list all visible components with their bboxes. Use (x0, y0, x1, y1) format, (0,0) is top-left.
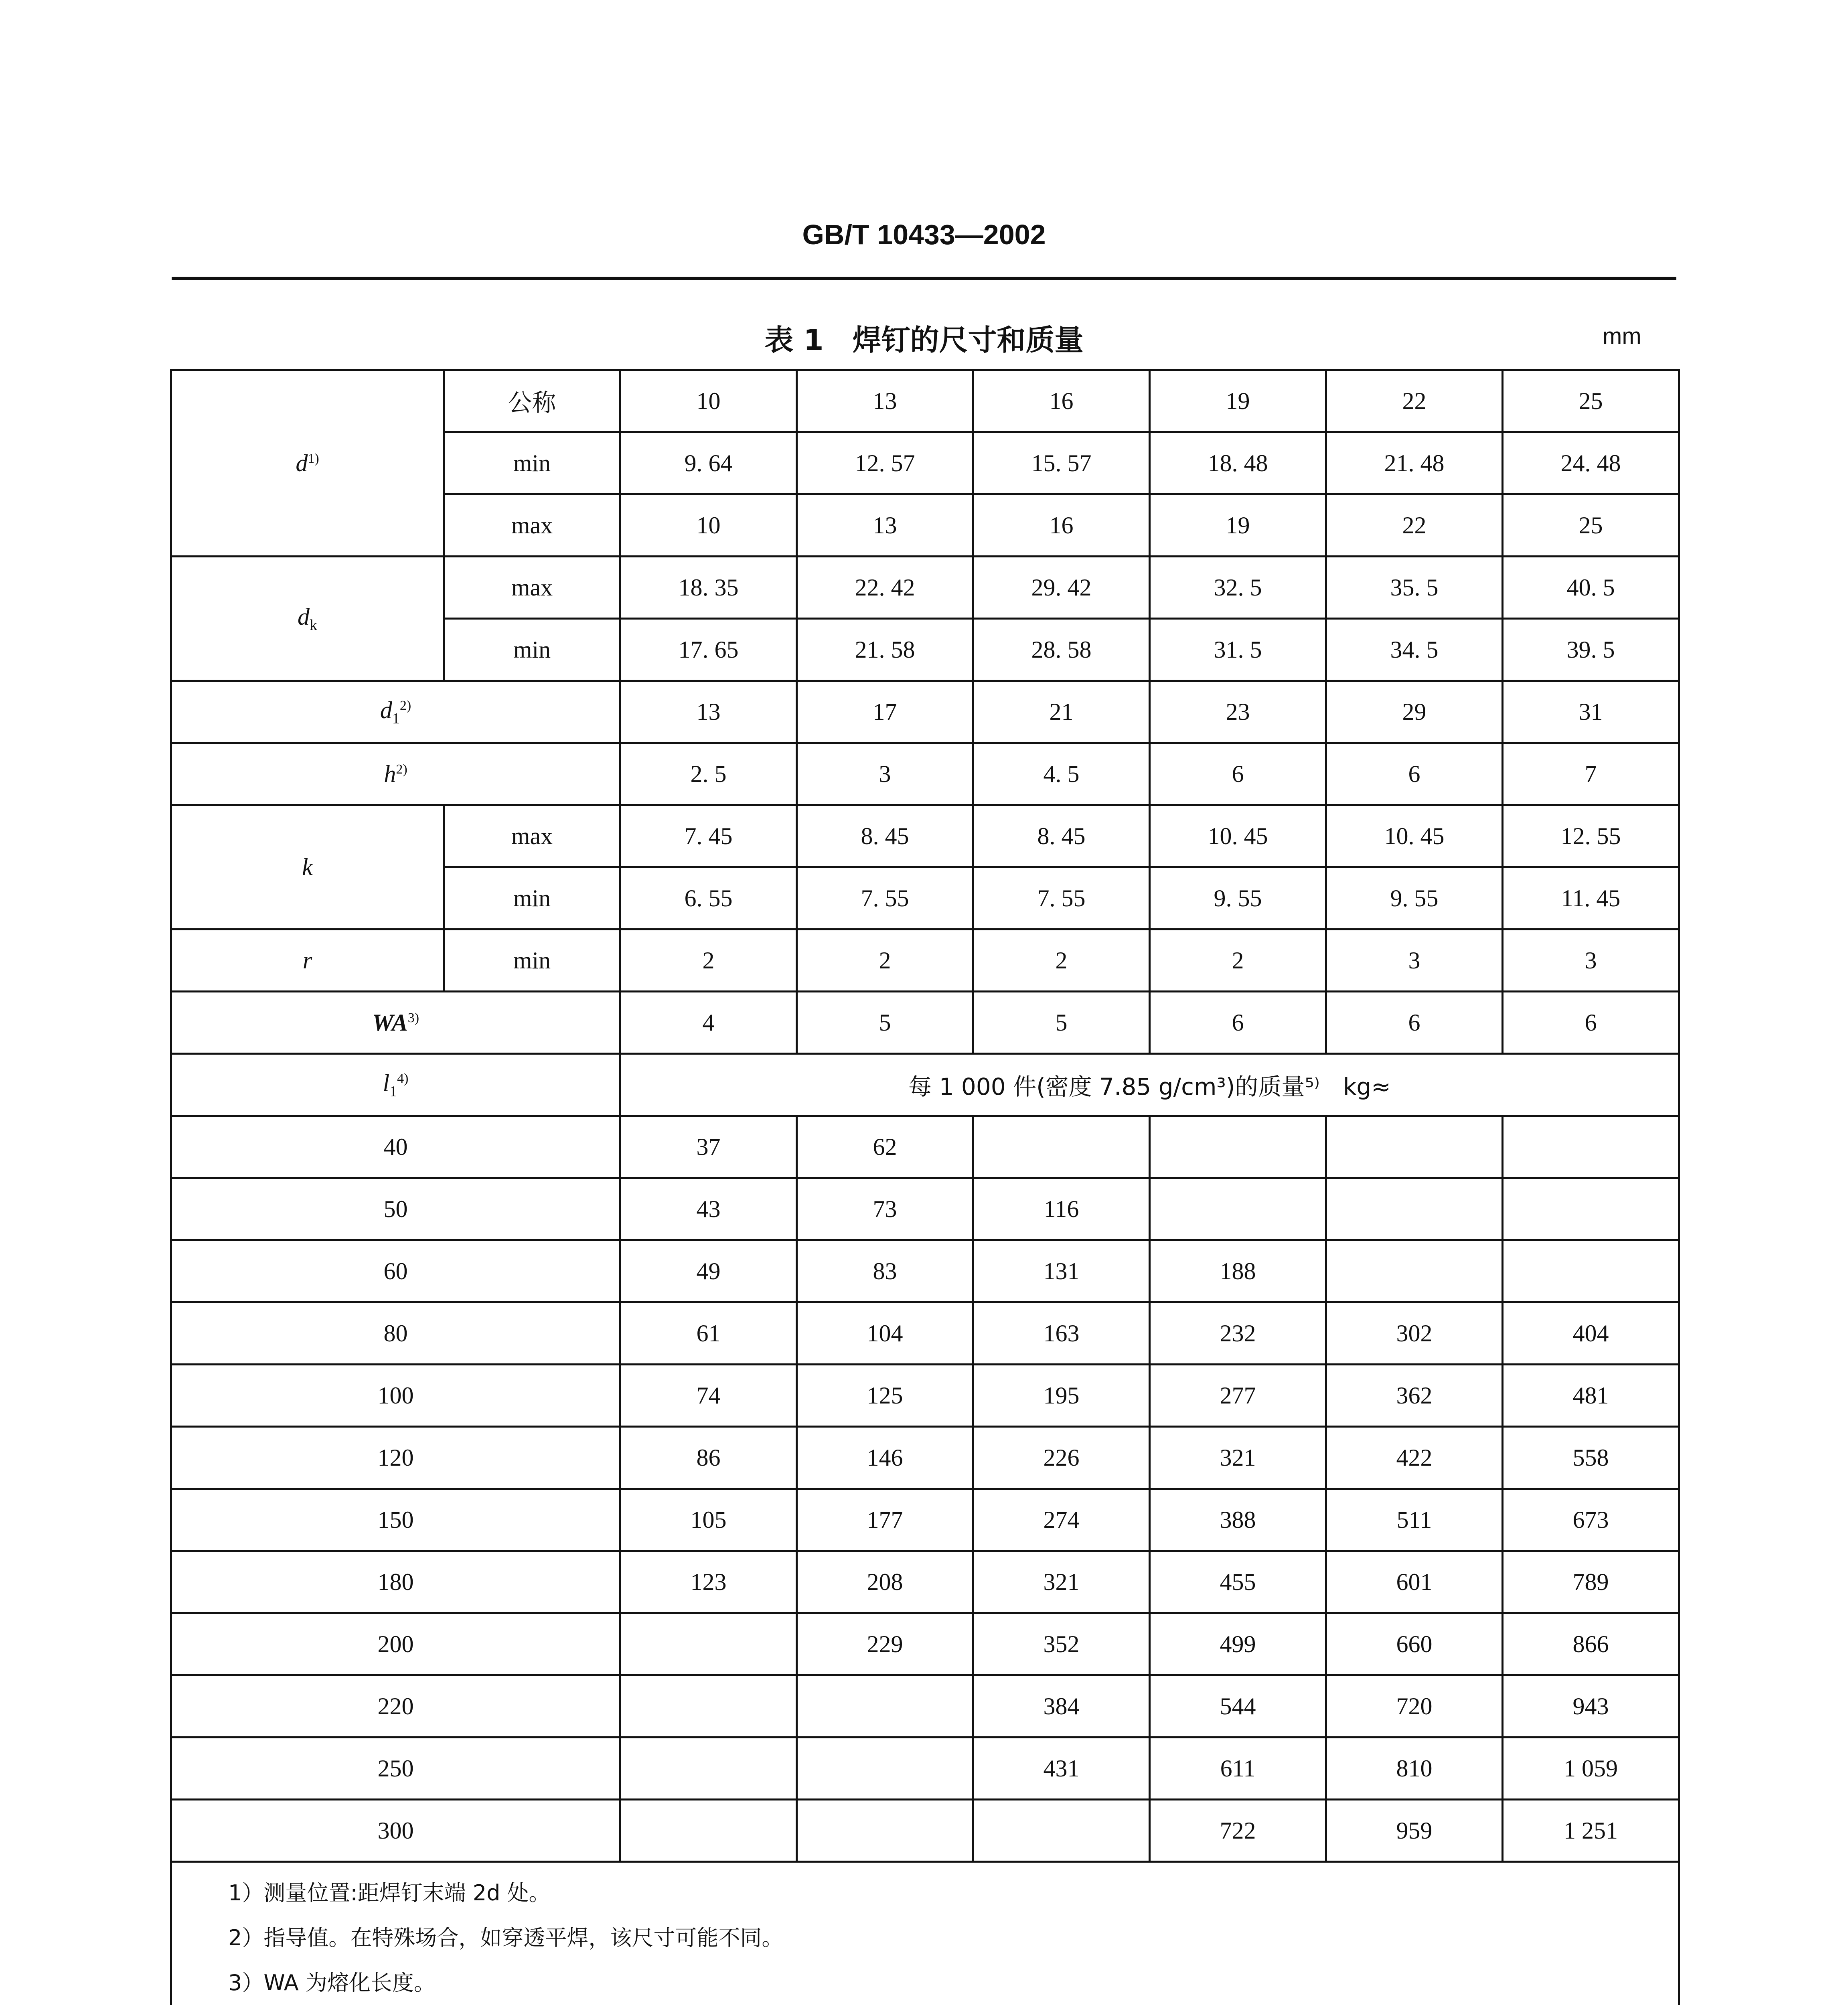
dk-max-cell: 40. 5 (1503, 557, 1679, 619)
mass-cell: 499 (1150, 1613, 1326, 1675)
mass-cell: 229 (797, 1613, 973, 1675)
mass-cell: 321 (1150, 1427, 1326, 1489)
table-row (171, 1613, 1679, 1675)
k-max-cell: 7. 45 (620, 805, 797, 867)
mass-cell: 720 (1326, 1675, 1503, 1738)
mass-cell: 611 (1150, 1738, 1326, 1800)
mass-cell: 481 (1503, 1365, 1679, 1427)
notes-row (171, 1862, 1679, 2005)
row-header-l1: $l_1^{4)}$ (171, 1054, 620, 1116)
max-label: max (444, 494, 620, 557)
row-header-h: $h^{2)}$ (171, 743, 620, 805)
mass-cell: 146 (797, 1427, 973, 1489)
table-row (171, 370, 1679, 432)
wa-cell: 6 (1150, 992, 1326, 1054)
mass-cell (973, 1800, 1150, 1862)
nominal-label: 公称 (444, 370, 620, 432)
min-label: min (444, 867, 620, 930)
table-notes (171, 1862, 1679, 2005)
d1-cell: 13 (620, 681, 797, 743)
mass-cell: 125 (797, 1365, 973, 1427)
d1-cell: 17 (797, 681, 973, 743)
mass-cell: 352 (973, 1613, 1150, 1675)
d1-cell: 23 (1150, 681, 1326, 743)
mass-cell: 789 (1503, 1551, 1679, 1613)
length-cell: 150 (171, 1489, 620, 1551)
nominal-cell: 13 (797, 370, 973, 432)
mass-cell: 384 (973, 1675, 1150, 1738)
length-cell: 80 (171, 1302, 620, 1365)
mass-cell: 302 (1326, 1302, 1503, 1365)
mass-cell: 362 (1326, 1365, 1503, 1427)
row-header-d: $d^{1)}$ (171, 370, 444, 557)
mass-cell: 959 (1326, 1800, 1503, 1862)
row-header-wa: WA$^{3)}$ (171, 992, 620, 1054)
mass-cell: 83 (797, 1240, 973, 1302)
nominal-cell: 25 (1503, 370, 1679, 432)
dk-max-cell: 18. 35 (620, 557, 797, 619)
r-min-cell: 2 (620, 930, 797, 992)
mass-cell: 61 (620, 1302, 797, 1365)
length-cell: 250 (171, 1738, 620, 1800)
d-max-cell: 25 (1503, 494, 1679, 557)
mass-cell (797, 1800, 973, 1862)
d-max-cell: 10 (620, 494, 797, 557)
table-row (171, 743, 1679, 805)
k-max-cell: 10. 45 (1150, 805, 1326, 867)
length-cell: 100 (171, 1365, 620, 1427)
mass-cell: 43 (620, 1178, 797, 1240)
mass-cell: 544 (1150, 1675, 1326, 1738)
table-row (171, 1551, 1679, 1613)
length-cell: 220 (171, 1675, 620, 1738)
length-cell: 60 (171, 1240, 620, 1302)
nominal-cell: 16 (973, 370, 1150, 432)
header-rule (172, 277, 1676, 280)
d-min-cell: 12. 57 (797, 432, 973, 494)
dk-min-cell: 28. 58 (973, 619, 1150, 681)
table-row (171, 1116, 1679, 1178)
dk-max-cell: 29. 42 (973, 557, 1150, 619)
dk-min-cell: 21. 58 (797, 619, 973, 681)
mass-cell (1503, 1178, 1679, 1240)
mass-cell: 388 (1150, 1489, 1326, 1551)
standard-code-header: GB/T 10433—2002 (802, 219, 1046, 250)
mass-cell: 722 (1150, 1800, 1326, 1862)
mass-cell (620, 1800, 797, 1862)
mass-cell: 73 (797, 1178, 973, 1240)
table-row (171, 1489, 1679, 1551)
h-cell: 6 (1150, 743, 1326, 805)
mass-cell (797, 1738, 973, 1800)
d1-cell: 21 (973, 681, 1150, 743)
dk-max-cell: 22. 42 (797, 557, 973, 619)
table-row (171, 557, 1679, 619)
mass-cell: 558 (1503, 1427, 1679, 1489)
d-min-cell: 15. 57 (973, 432, 1150, 494)
table-row (171, 1302, 1679, 1365)
mass-cell: 1 059 (1503, 1738, 1679, 1800)
k-min-cell: 7. 55 (797, 867, 973, 930)
note-3: 3）WA 为熔化长度。 (228, 1970, 436, 1995)
h-cell: 4. 5 (973, 743, 1150, 805)
mass-cell: 321 (973, 1551, 1150, 1613)
dk-min-cell: 31. 5 (1150, 619, 1326, 681)
r-min-cell: 3 (1326, 930, 1503, 992)
table-row (171, 1240, 1679, 1302)
row-header-k: k (171, 805, 444, 930)
mass-cell: 177 (797, 1489, 973, 1551)
min-label: min (444, 432, 620, 494)
d-max-cell: 22 (1326, 494, 1503, 557)
d-max-cell: 19 (1150, 494, 1326, 557)
length-cell: 200 (171, 1613, 620, 1675)
mass-cell: 422 (1326, 1427, 1503, 1489)
r-min-cell: 2 (973, 930, 1150, 992)
k-max-cell: 10. 45 (1326, 805, 1503, 867)
table-row (171, 1365, 1679, 1427)
table-row (171, 992, 1679, 1054)
mass-cell (1503, 1240, 1679, 1302)
d1-cell: 31 (1503, 681, 1679, 743)
dk-min-cell: 17. 65 (620, 619, 797, 681)
length-cell: 300 (171, 1800, 620, 1862)
mass-cell: 277 (1150, 1365, 1326, 1427)
table-row (171, 1178, 1679, 1240)
mass-cell: 74 (620, 1365, 797, 1427)
dk-max-cell: 35. 5 (1326, 557, 1503, 619)
mass-cell: 104 (797, 1302, 973, 1365)
nominal-cell: 19 (1150, 370, 1326, 432)
d-max-cell: 13 (797, 494, 973, 557)
mass-cell (1503, 1116, 1679, 1178)
mass-cell (620, 1613, 797, 1675)
k-max-cell: 8. 45 (973, 805, 1150, 867)
mass-cell: 123 (620, 1551, 797, 1613)
nominal-cell: 22 (1326, 370, 1503, 432)
table-title: 表 1 焊钉的尺寸和质量 (764, 323, 1084, 357)
mass-cell: 660 (1326, 1613, 1503, 1675)
d1-cell: 29 (1326, 681, 1503, 743)
mass-cell: 810 (1326, 1738, 1503, 1800)
k-max-cell: 12. 55 (1503, 805, 1679, 867)
stud-dimensions-table (170, 369, 1680, 2005)
d-min-cell: 21. 48 (1326, 432, 1503, 494)
row-header-d1: $d_1^{2)}$ (171, 681, 620, 743)
wa-cell: 5 (797, 992, 973, 1054)
note-2: 2）指导值。在特殊场合，如穿透平焊，该尺寸可能不同。 (228, 1925, 784, 1950)
mass-cell: 195 (973, 1365, 1150, 1427)
mass-cell (1326, 1116, 1503, 1178)
h-cell: 7 (1503, 743, 1679, 805)
k-min-cell: 9. 55 (1150, 867, 1326, 930)
mass-cell: 188 (1150, 1240, 1326, 1302)
min-label: min (444, 619, 620, 681)
mass-cell: 105 (620, 1489, 797, 1551)
wa-cell: 4 (620, 992, 797, 1054)
d-min-cell: 9. 64 (620, 432, 797, 494)
mass-cell: 511 (1326, 1489, 1503, 1551)
mass-header: 每 1 000 件(密度 7.85 g/cm³)的质量⁵⁾ kg≈ (620, 1054, 1679, 1116)
mass-cell: 431 (973, 1738, 1150, 1800)
mass-cell: 62 (797, 1116, 973, 1178)
mass-cell (1150, 1178, 1326, 1240)
table-unit: mm (1603, 323, 1641, 349)
dk-min-cell: 34. 5 (1326, 619, 1503, 681)
mass-cell (620, 1738, 797, 1800)
mass-cell: 673 (1503, 1489, 1679, 1551)
row-header-r: r (171, 930, 444, 992)
max-label: max (444, 557, 620, 619)
max-label: max (444, 805, 620, 867)
mass-cell: 943 (1503, 1675, 1679, 1738)
row-header-dk: $d_k$ (171, 557, 444, 681)
table-row (171, 1675, 1679, 1738)
length-cell: 180 (171, 1551, 620, 1613)
r-min-cell: 2 (1150, 930, 1326, 992)
mass-cell: 404 (1503, 1302, 1679, 1365)
d-min-cell: 18. 48 (1150, 432, 1326, 494)
r-min-cell: 3 (1503, 930, 1679, 992)
mass-cell (1150, 1116, 1326, 1178)
length-cell: 40 (171, 1116, 620, 1178)
mass-cell: 601 (1326, 1551, 1503, 1613)
table-row (171, 805, 1679, 867)
dk-max-cell: 32. 5 (1150, 557, 1326, 619)
mass-cell: 131 (973, 1240, 1150, 1302)
table-row (171, 681, 1679, 743)
mass-cell: 86 (620, 1427, 797, 1489)
length-cell: 120 (171, 1427, 620, 1489)
mass-cell (1326, 1178, 1503, 1240)
h-cell: 3 (797, 743, 973, 805)
mass-cell: 226 (973, 1427, 1150, 1489)
mass-cell: 49 (620, 1240, 797, 1302)
mass-cell (797, 1675, 973, 1738)
min-label: min (444, 930, 620, 992)
table-row (171, 930, 1679, 992)
k-min-cell: 9. 55 (1326, 867, 1503, 930)
k-min-cell: 11. 45 (1503, 867, 1679, 930)
mass-cell (973, 1116, 1150, 1178)
mass-cell: 274 (973, 1489, 1150, 1551)
mass-cell: 232 (1150, 1302, 1326, 1365)
r-min-cell: 2 (797, 930, 973, 992)
mass-cell: 455 (1150, 1551, 1326, 1613)
mass-cell: 208 (797, 1551, 973, 1613)
wa-cell: 5 (973, 992, 1150, 1054)
k-max-cell: 8. 45 (797, 805, 973, 867)
mass-cell: 163 (973, 1302, 1150, 1365)
table-row (171, 1427, 1679, 1489)
wa-cell: 6 (1503, 992, 1679, 1054)
k-min-cell: 6. 55 (620, 867, 797, 930)
h-cell: 6 (1326, 743, 1503, 805)
mass-cell: 1 251 (1503, 1800, 1679, 1862)
table-row (171, 1800, 1679, 1862)
mass-cell: 37 (620, 1116, 797, 1178)
table-row (171, 1738, 1679, 1800)
d-min-cell: 24. 48 (1503, 432, 1679, 494)
mass-cell (620, 1675, 797, 1738)
k-min-cell: 7. 55 (973, 867, 1150, 930)
length-cell: 50 (171, 1178, 620, 1240)
mass-cell: 866 (1503, 1613, 1679, 1675)
mass-cell (1326, 1240, 1503, 1302)
wa-cell: 6 (1326, 992, 1503, 1054)
h-cell: 2. 5 (620, 743, 797, 805)
d-max-cell: 16 (973, 494, 1150, 557)
mass-cell: 116 (973, 1178, 1150, 1240)
table-row (171, 1054, 1679, 1116)
nominal-cell: 10 (620, 370, 797, 432)
note-1: 1）测量位置:距焊钉末端 2d 处。 (228, 1880, 551, 1906)
dk-min-cell: 39. 5 (1503, 619, 1679, 681)
